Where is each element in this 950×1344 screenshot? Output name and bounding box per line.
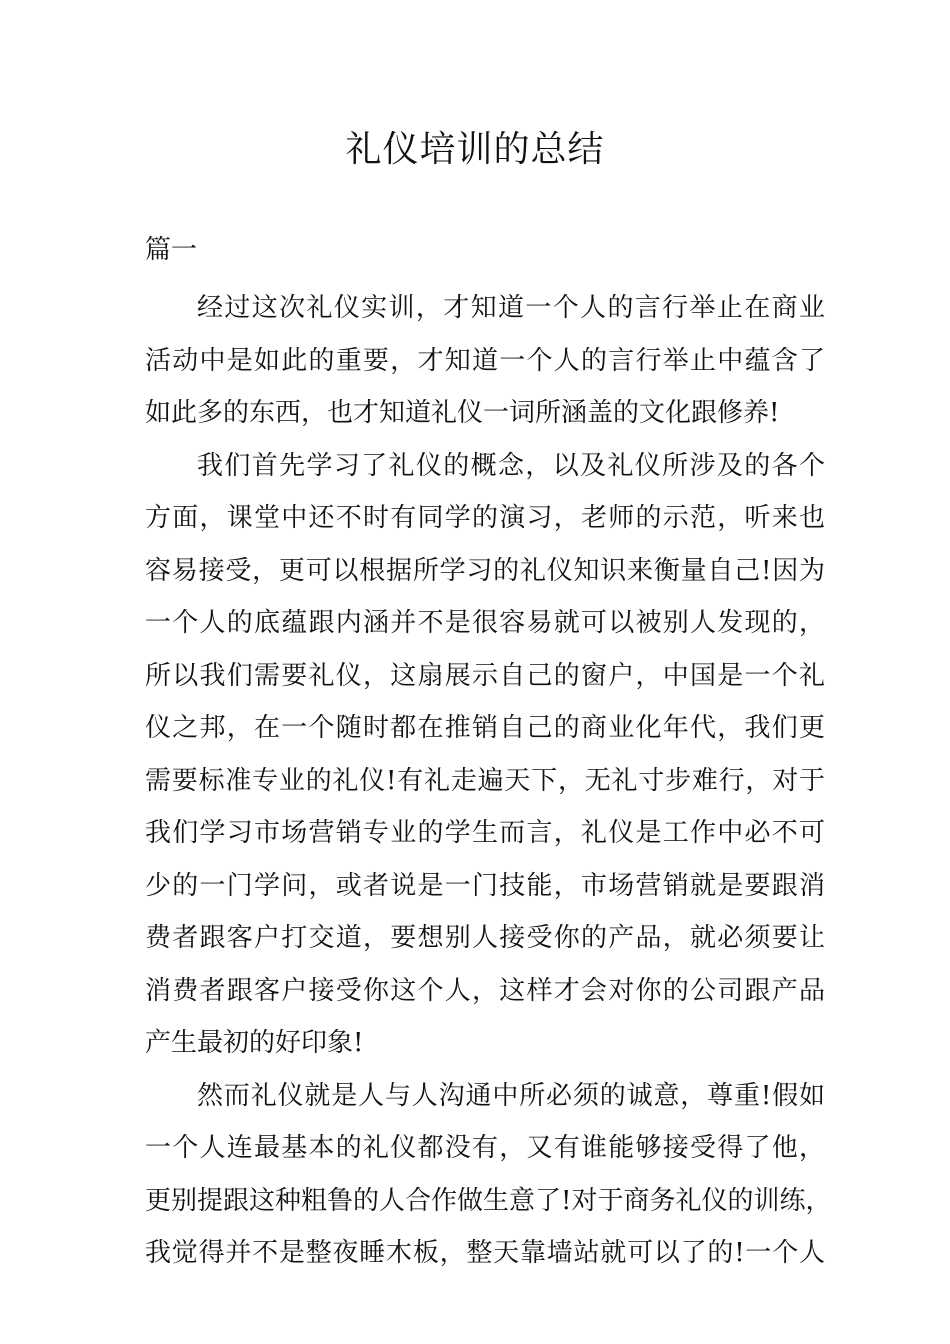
text-line: 容易接受，更可以根据所学习的礼仪知识来衡量自己!因为 [145,555,825,586]
text-line: 仪之邦，在一个随时都在推销自己的商业化年代，我们更 [145,713,825,743]
text-line: 少的一门学问，或者说是一门技能，市场营销就是要跟消 [145,870,825,901]
text-line: 一个人的底蕴跟内涵并不是很容易就可以被别人发现的， [145,608,825,638]
text-line: 一个人连最基本的礼仪都没有，又有谁能够接受得了他， [145,1133,825,1163]
text-line: 需要标准专业的礼仪!有礼走遍天下，无礼寸步难行，对于 [145,765,825,796]
document-title: 礼仪培训的总结 [345,129,605,170]
body-text [145,282,832,1280]
text-line: 活动中是如此的重要，才知道一个人的言行举止中蕴含了 [145,345,825,376]
text-line: 我们学习市场营销专业的学生而言，礼仪是工作中必不可 [145,818,825,848]
text-line: 产生最初的好印象! [145,1028,364,1058]
text-line: 所以我们需要礼仪，这扇展示自己的窗户，中国是一个礼 [145,660,825,691]
text-line: 我们首先学习了礼仪的概念，以及礼仪所涉及的各个 [197,450,825,481]
text-line: 我觉得并不是整夜睡木板，整天靠墙站就可以了的!一个人 [145,1238,825,1268]
text-line: 经过这次礼仪实训，才知道一个人的言行举止在商业 [197,293,825,323]
text-line: 如此多的东西，也才知道礼仪一词所涵盖的文化跟修养! [145,398,780,428]
text-line: 方面，课堂中还不时有同学的演习，老师的示范，听来也 [145,503,825,533]
text-line: 消费者跟客户接受你这个人，这样才会对你的公司跟产品 [145,975,825,1006]
text-line: 更别提跟这种粗鲁的人合作做生意了!对于商务礼仪的训练， [145,1185,832,1216]
text-line: 费者跟客户打交道，要想别人接受你的产品，就必须要让 [145,923,825,953]
section-label: 篇一 [145,235,198,265]
text-line: 然而礼仪就是人与人沟通中所必须的诚意，尊重!假如 [197,1080,825,1111]
